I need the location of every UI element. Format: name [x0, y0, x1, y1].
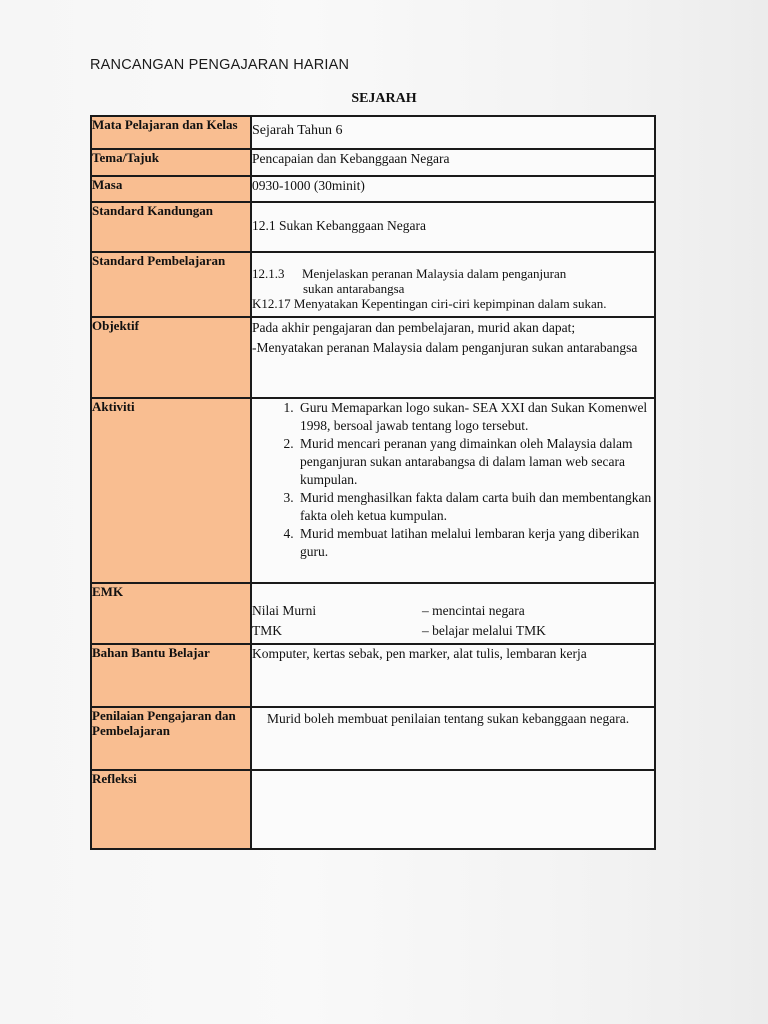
row-standard-pembelajaran	[91, 252, 655, 317]
value-penilaian: Murid boleh membuat penilaian tentang sukan kebanggaan negara.	[251, 707, 655, 770]
sp-line-1-cont: sukan antarabangsa	[303, 281, 405, 296]
row-mata-pelajaran	[91, 116, 655, 149]
value-aktiviti	[251, 398, 655, 583]
label-tema: Tema/Tajuk	[91, 149, 251, 176]
label-standard-pembelajaran: Standard Pembelajaran	[91, 252, 251, 317]
aktiviti-item: 2. Murid mencari peranan yang dimainkan oleh Malaysia dalam penganjuran sukan antarabangsa di dalam laman web secara kumpulan.	[297, 435, 654, 489]
label-objektif: Objektif	[91, 317, 251, 398]
row-aktiviti	[91, 398, 655, 583]
value-text: Sejarah Tahun 6	[252, 123, 343, 138]
value-mata-pelajaran	[251, 116, 655, 149]
row-standard-kandungan	[91, 202, 655, 252]
document-title: SEJARAH	[351, 91, 417, 106]
value-standard-kandungan	[251, 202, 655, 252]
value-emk	[251, 583, 655, 644]
objektif-line-1: Pada akhir pengajaran dan pembelajaran, murid akan dapat;	[252, 320, 576, 335]
label-bahan-bantu-belajar: Bahan Bantu Belajar	[91, 644, 251, 707]
label-masa: Masa	[91, 176, 251, 202]
sp-text-1: Menjelaskan peranan Malaysia dalam penganjuran	[302, 266, 567, 281]
emk-nilai-value: – mencintai negara	[422, 603, 525, 618]
emk-tmk-value: – belajar melalui TMK	[422, 623, 546, 638]
label-aktiviti: Aktiviti	[91, 398, 251, 583]
row-masa	[91, 176, 655, 202]
value-objektif	[251, 317, 655, 398]
value-refleksi	[251, 770, 655, 849]
sp-line-1	[252, 253, 654, 281]
row-emk	[91, 583, 655, 644]
value-bahan-bantu-belajar: Komputer, kertas sebak, pen marker, alat tulis, lembaran kerja	[251, 644, 655, 707]
row-objektif	[91, 317, 655, 398]
label-standard-kandungan: Standard Kandungan	[91, 202, 251, 252]
objektif-line-2: -Menyatakan peranan Malaysia dalam penganjuran sukan antarabangsa	[252, 340, 638, 355]
label-emk: EMK	[91, 583, 251, 644]
value-standard-pembelajaran	[251, 252, 655, 317]
aktiviti-list	[252, 399, 654, 561]
row-bahan-bantu-belajar	[91, 644, 655, 707]
aktiviti-item: 1. Guru Memaparkan logo sukan- SEA XXI dan Sukan Komenwel 1998, bersoal jawab tentang logo tersebut.	[297, 399, 654, 435]
row-refleksi	[91, 770, 655, 849]
value-tema: Pencapaian dan Kebanggaan Negara	[251, 149, 655, 176]
lesson-plan-table	[90, 115, 656, 850]
emk-tmk-row	[252, 621, 654, 641]
label-refleksi: Refleksi	[91, 770, 251, 849]
emk-nilai-row	[252, 584, 654, 621]
sp-code-1: 12.1.3	[252, 266, 285, 281]
row-tema	[91, 149, 655, 176]
aktiviti-item: 3. Murid menghasilkan fakta dalam carta buih dan membentangkan fakta oleh ketua kumpulan.	[297, 489, 654, 525]
document-header: RANCANGAN PENGAJARAN HARIAN	[90, 57, 350, 73]
emk-nilai-key: Nilai Murni	[252, 603, 317, 618]
label-penilaian: Penilaian Pengajaran dan Pembelajaran	[91, 707, 251, 770]
emk-tmk-key: TMK	[252, 623, 282, 638]
value-text: 12.1 Sukan Kebanggaan Negara	[252, 218, 426, 233]
value-masa: 0930-1000 (30minit)	[251, 176, 655, 202]
sp-line-2: K12.17 Menyatakan Kepentingan ciri-ciri kepimpinan dalam sukan.	[252, 296, 607, 311]
row-penilaian	[91, 707, 655, 770]
aktiviti-item: 4. Murid membuat latihan melalui lembaran kerja yang diberikan guru.	[297, 525, 654, 561]
label-mata-pelajaran: Mata Pelajaran dan Kelas	[91, 116, 251, 149]
